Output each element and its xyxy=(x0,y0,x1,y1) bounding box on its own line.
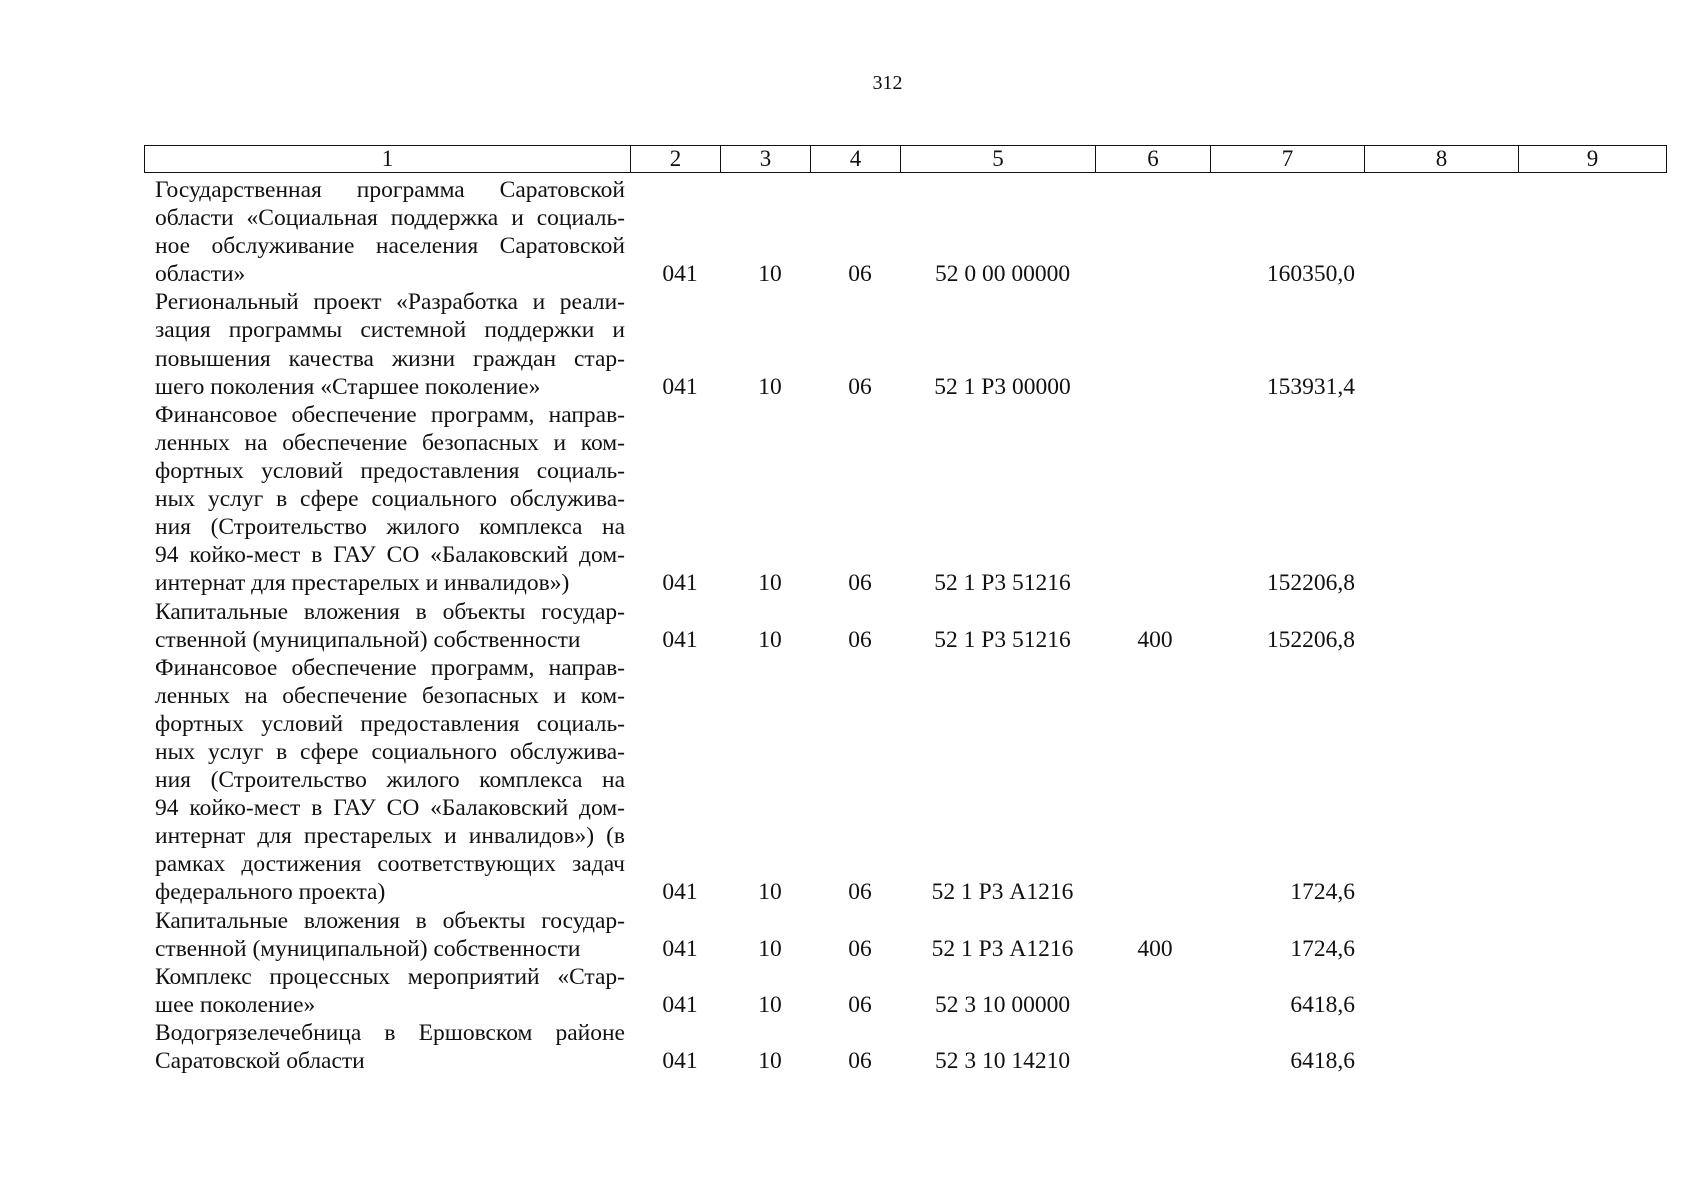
row-ministry-code: 041 xyxy=(662,1048,698,1075)
row-section-code: 10 xyxy=(758,991,782,1018)
row-amount: 152206,8 xyxy=(1266,626,1355,653)
description-line: Комплекс процессных мероприятий «Стар- xyxy=(155,963,625,990)
column-header-1: 1 xyxy=(145,146,631,173)
row-subsection-code: 06 xyxy=(848,879,872,906)
row-section-code: 10 xyxy=(758,1048,782,1075)
row-subsection-code: 06 xyxy=(848,626,872,653)
row-amount: 152206,8 xyxy=(1266,570,1355,597)
description-line: Водогрязелечебница в Ершовском районе xyxy=(155,1020,625,1046)
row-target-article-code: 52 1 Р3 51216 xyxy=(934,570,1071,597)
row-section-code: 10 xyxy=(758,261,782,288)
description-line: ния (Строительство жилого комплекса на xyxy=(155,514,625,541)
description-line: ных услуг в сфере социального обслужива- xyxy=(155,738,625,765)
description-line: фортных условий предоставления социаль- xyxy=(155,457,625,484)
row-target-article-code: 52 3 10 14210 xyxy=(934,1048,1071,1075)
column-header-table xyxy=(144,145,1667,173)
row-subsection-code: 06 xyxy=(848,373,872,400)
row-ministry-code: 041 xyxy=(662,570,698,597)
description-line: Капитальные вложения в объекты государ- xyxy=(155,907,625,934)
row-amount: 6418,6 xyxy=(1290,991,1355,1018)
description-line: ственной (муниципальной) собственности xyxy=(155,935,581,962)
description-line: области «Социальная поддержка и социаль- xyxy=(155,205,625,232)
row-amount: 160350,0 xyxy=(1266,261,1355,288)
row-expense-type-code: 400 xyxy=(1137,935,1173,962)
row-description xyxy=(155,288,625,400)
description-line: области» xyxy=(155,261,246,288)
description-line: ственной (муниципальной) собственности xyxy=(155,626,581,653)
row-section-code: 10 xyxy=(758,626,782,653)
row-ministry-code: 041 xyxy=(662,879,698,906)
row-target-article-code: 52 3 10 00000 xyxy=(934,991,1071,1018)
description-line: 94 койко-мест в ГАУ СО «Балаковский дом- xyxy=(155,542,625,569)
row-section-code: 10 xyxy=(758,373,782,400)
row-section-code: 10 xyxy=(758,935,782,962)
row-description xyxy=(155,598,625,654)
description-line: рамках достижения соответствующих задач xyxy=(155,851,625,878)
row-target-article-code: 52 1 Р3 А1216 xyxy=(931,879,1074,906)
description-line: ленных на обеспечение безопасных и ком- xyxy=(155,429,625,456)
row-target-article-code: 52 1 Р3 А1216 xyxy=(931,935,1074,962)
description-line: ных услуг в сфере социального обслужива- xyxy=(155,486,625,513)
row-description xyxy=(155,654,625,907)
description-line: повышения качества жизни граждан стар- xyxy=(155,345,625,372)
row-amount: 153931,4 xyxy=(1266,373,1355,400)
row-target-article-code: 52 1 Р3 00000 xyxy=(934,373,1071,400)
row-amount: 6418,6 xyxy=(1290,1048,1355,1075)
row-description xyxy=(155,963,625,1019)
column-header-3: 3 xyxy=(721,146,811,173)
description-line: интернат для престарелых и инвалидов») (в xyxy=(155,823,625,850)
description-line: Саратовской области xyxy=(155,1048,365,1075)
column-header-row xyxy=(145,146,1667,173)
column-header-2: 2 xyxy=(631,146,721,173)
description-line: шее поколение» xyxy=(155,991,316,1018)
row-ministry-code: 041 xyxy=(662,991,698,1018)
page-number: 312 xyxy=(872,72,903,94)
description-line: 94 койко-мест в ГАУ СО «Балаковский дом- xyxy=(155,795,625,822)
column-header-4: 4 xyxy=(811,146,901,173)
row-expense-type-code: 400 xyxy=(1137,626,1173,653)
row-ministry-code: 041 xyxy=(662,935,698,962)
description-line: Финансовое обеспечение программ, направ- xyxy=(155,654,625,681)
row-description xyxy=(155,1019,625,1075)
row-amount: 1724,6 xyxy=(1290,879,1355,906)
description-line: интернат для престарелых и инвалидов») xyxy=(155,570,570,597)
description-line: Капитальные вложения в объекты государ- xyxy=(155,598,625,625)
row-description xyxy=(155,907,625,963)
description-line: зация программы системной поддержки и xyxy=(155,317,625,344)
row-ministry-code: 041 xyxy=(662,626,698,653)
row-ministry-code: 041 xyxy=(662,261,698,288)
row-subsection-code: 06 xyxy=(848,991,872,1018)
row-description xyxy=(155,176,625,288)
description-line: ленных на обеспечение безопасных и ком- xyxy=(155,682,625,709)
description-line: ное обслуживание населения Саратовской xyxy=(155,233,625,260)
row-section-code: 10 xyxy=(758,570,782,597)
row-subsection-code: 06 xyxy=(848,935,872,962)
description-line: фортных условий предоставления социаль- xyxy=(155,710,625,737)
row-subsection-code: 06 xyxy=(848,570,872,597)
description-line: Финансовое обеспечение программ, направ- xyxy=(155,401,625,428)
column-header-7: 7 xyxy=(1211,146,1365,173)
row-subsection-code: 06 xyxy=(848,261,872,288)
description-line: Региональный проект «Разработка и реали- xyxy=(155,289,625,316)
column-header-5: 5 xyxy=(901,146,1096,173)
column-header-9: 9 xyxy=(1519,146,1667,173)
row-description xyxy=(155,401,625,598)
description-line: ния (Строительство жилого комплекса на xyxy=(155,767,625,794)
row-amount: 1724,6 xyxy=(1290,935,1355,962)
row-ministry-code: 041 xyxy=(662,373,698,400)
description-line: шего поколения «Старшее поколение» xyxy=(155,373,541,400)
column-header-6: 6 xyxy=(1096,146,1211,173)
row-subsection-code: 06 xyxy=(848,1048,872,1075)
description-line: Государственная программа Саратовской xyxy=(155,177,625,203)
row-target-article-code: 52 1 Р3 51216 xyxy=(934,626,1071,653)
description-line: федерального проекта) xyxy=(155,879,386,906)
row-target-article-code: 52 0 00 00000 xyxy=(934,261,1071,288)
row-section-code: 10 xyxy=(758,879,782,906)
column-header-8: 8 xyxy=(1365,146,1519,173)
